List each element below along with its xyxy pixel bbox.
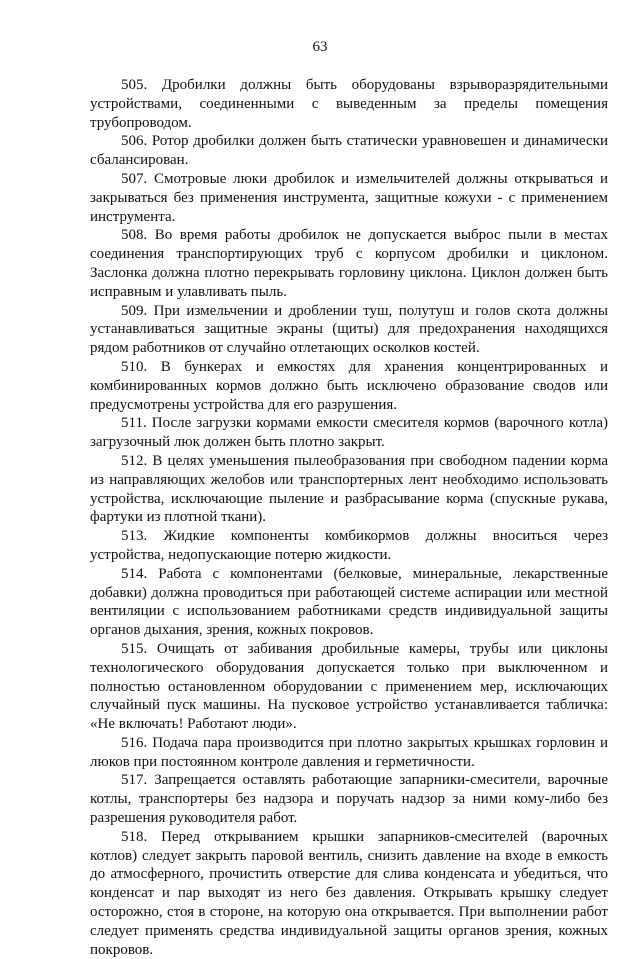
page-number: 63: [312, 39, 328, 55]
paragraph-508: 508. Во время работы дробилок не допускается выброс пыли в местах соединения транспортирующих труб с корпусом дробилки и циклоном. Заслонка должна плотно перекрывать горловину циклона. Циклон должен быть исправным и улавливать пыль.: [90, 227, 608, 300]
paragraph-507: 507. Смотровые люки дробилок и измельчителей должны открываться и закрываться без применения инструмента, защитные кожухи - с применением инструмента.: [90, 170, 608, 225]
paragraph-518: 518. Перед открыванием крышки запарников-смесителей (варочных котлов) следует закрыть паровой вентиль, снизить давление на входе в емкость до атмосферного, прочистить отверстие для слива конденсата и убедиться, что конденсат и пар выходят из него без давления. Открывать крышку следует осторожно, стоя в стороне, на которую она открывается. При выполнении работ следует применять средства индивидуальной защиты органов зрения, кожных покровов.: [90, 828, 608, 958]
body-text: [90, 76, 608, 959]
paragraph-510: 510. В бункерах и емкостях для хранения концентрированных и комбинированных кормов должно быть исключено образование сводов или предусмотрены устройства для его разрушения.: [90, 358, 608, 413]
paragraph-509: 509. При измельчении и дроблении туш, полутуш и голов скота должны устанавливаться защитные экраны (щиты) для предохранения находящихся рядом работников от случайно отлетающих осколков костей.: [90, 302, 608, 357]
paragraph-506: 506. Ротор дробилки должен быть статически уравновешен и динамически сбалансирован.: [90, 133, 608, 169]
paragraph-516: 516. Подача пара производится при плотно закрытых крышках горловин и люков при постоянном контроле давления и герметичности.: [90, 734, 608, 770]
paragraph-513: 513. Жидкие компоненты комбикормов должны вноситься через устройства, недопускающие потерю жидкости.: [90, 528, 608, 563]
paragraph-511: 511. После загрузки кормами емкости смесителя кормов (варочного котла) загрузочный люк должен быть плотно закрыт.: [90, 415, 608, 451]
paragraph-514: 514. Работа с компонентами (белковые, минеральные, лекарственные добавки) должна проводиться при работающей системе аспирации или местной вентиляции с использованием работниками средств индивидуальной защиты органов дыхания, зрения, кожных покровов.: [90, 565, 608, 639]
paragraph-515: 515. Очищать от забивания дробильные камеры, трубы или циклоны технологического оборудования допускается только при выключенном и полностью остановленном оборудовании с применением мер, исключающих случайный пуск машины. На пусковое устройство устанавливается табличка: «Не включать! Работают люди».: [90, 640, 608, 733]
paragraph-517: 517. Запрещается оставлять работающие запарники-смесители, варочные котлы, транспортеры без надзора и поручать надзор за ними кому-либо без разрешения руководителя работ.: [90, 772, 608, 827]
paragraph-505: 505. Дробилки должны быть оборудованы взрыворазрядительными устройствами, соединенными с выведенным за пределы помещения трубопроводом.: [90, 77, 608, 131]
paragraph-512: 512. В целях уменьшения пылеобразования при свободном падении корма из направляющих желобов или транспортерных лент необходимо использовать устройства, исключающие пыление и разбрасывание корма (спускные рукава, фартуки из плотной ткани).: [90, 452, 608, 526]
